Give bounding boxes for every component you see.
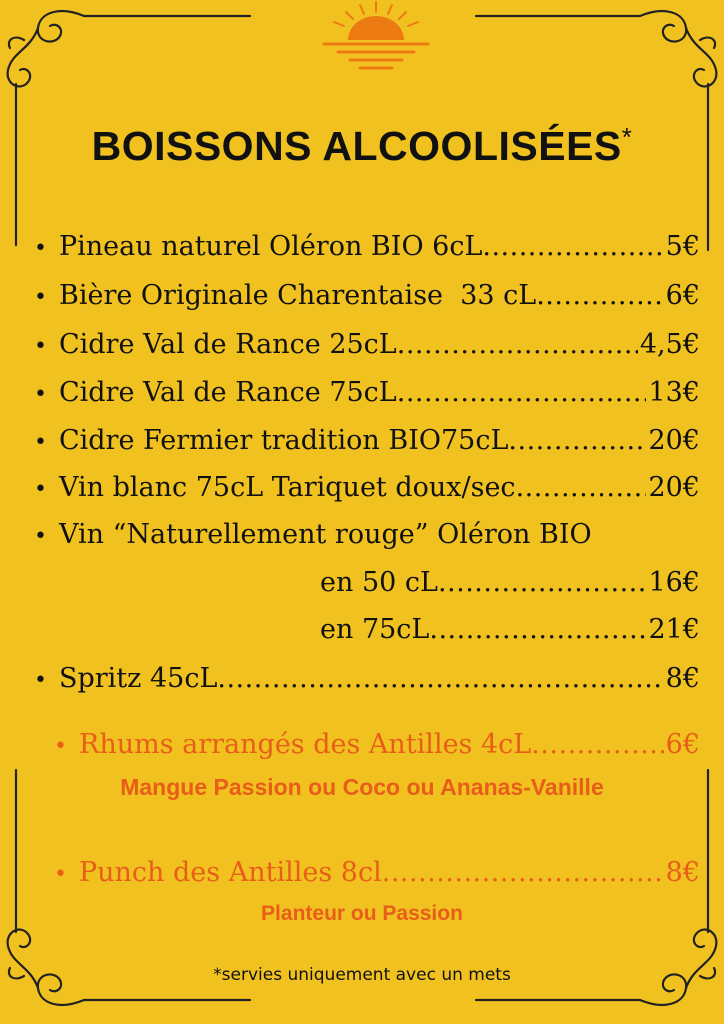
item-name: Pineau naturel Oléron BIO 6cL [58,231,483,262]
punch-flavours: Planteur ou Passion [261,902,463,925]
item-name: Punch des Antilles 8cl [78,857,382,888]
bullet: • [54,862,67,887]
menu-item-rhum [54,728,700,764]
menu-item [34,376,700,412]
leader-dots [397,328,638,362]
bullet: • [34,524,47,549]
item-name: Cidre Val de Rance 25cL [58,329,397,360]
item-price: 6€ [665,729,700,760]
item-name: en 50 cL [320,567,438,598]
bullet: • [34,334,47,359]
item-name: Spritz 45cL [58,663,218,694]
leader-dots [397,376,647,410]
item-name: Vin blanc 75cL Tariquet doux/sec [58,472,516,503]
bullet: • [34,382,47,407]
item-name: Bière Originale Charentaise 33 cL [58,280,537,311]
leader-dots [438,566,647,600]
menu-item [34,279,700,315]
item-price: 13€ [648,377,700,408]
item-name: Cidre Val de Rance 75cL [58,377,397,408]
leader-dots [508,424,646,458]
rhum-flavours: Mangue Passion ou Coco ou Ananas-Vanille [120,774,604,800]
menu-item [34,230,700,266]
leader-dots [482,230,663,264]
leader-dots [536,279,663,313]
item-price: 4,5€ [639,329,700,360]
bullet: • [34,477,47,502]
sunset-icon [316,0,436,78]
item-price: 8€ [665,663,700,694]
leader-dots [217,662,663,696]
menu-item [34,518,700,554]
leader-dots [531,728,663,762]
menu-item-sub [320,613,700,647]
leader-dots [516,471,647,505]
footnote: *servies uniquement avec un mets [213,965,511,985]
item-price: 21€ [648,614,700,645]
item-name: Cidre Fermier tradition BIO75cL [58,425,509,456]
item-price: 20€ [648,472,700,503]
page-title: BOISSONS ALCOOLISÉES* [91,122,633,169]
item-price: 20€ [648,425,700,456]
item-price: 5€ [665,231,700,262]
title-asterisk: * [621,122,633,152]
leader-dots [382,856,664,890]
bullet: • [34,668,47,693]
menu-item-punch [54,856,700,892]
menu-item-sub [320,566,700,600]
item-price: 16€ [648,567,700,598]
bullet: • [34,430,47,455]
bullet: • [34,236,47,261]
menu-item [34,424,700,460]
item-name: Vin “Naturellement rouge” Oléron BIO [58,519,592,550]
item-name: Rhums arrangés des Antilles 4cL [78,729,532,760]
bullet: • [34,285,47,310]
item-price: 6€ [665,280,700,311]
bullet: • [54,734,67,759]
menu-item [34,471,700,507]
leader-dots [429,613,646,647]
item-name: en 75cL [320,614,430,645]
menu-item [34,662,700,698]
item-price: 8€ [665,857,700,888]
menu-item [34,328,700,364]
